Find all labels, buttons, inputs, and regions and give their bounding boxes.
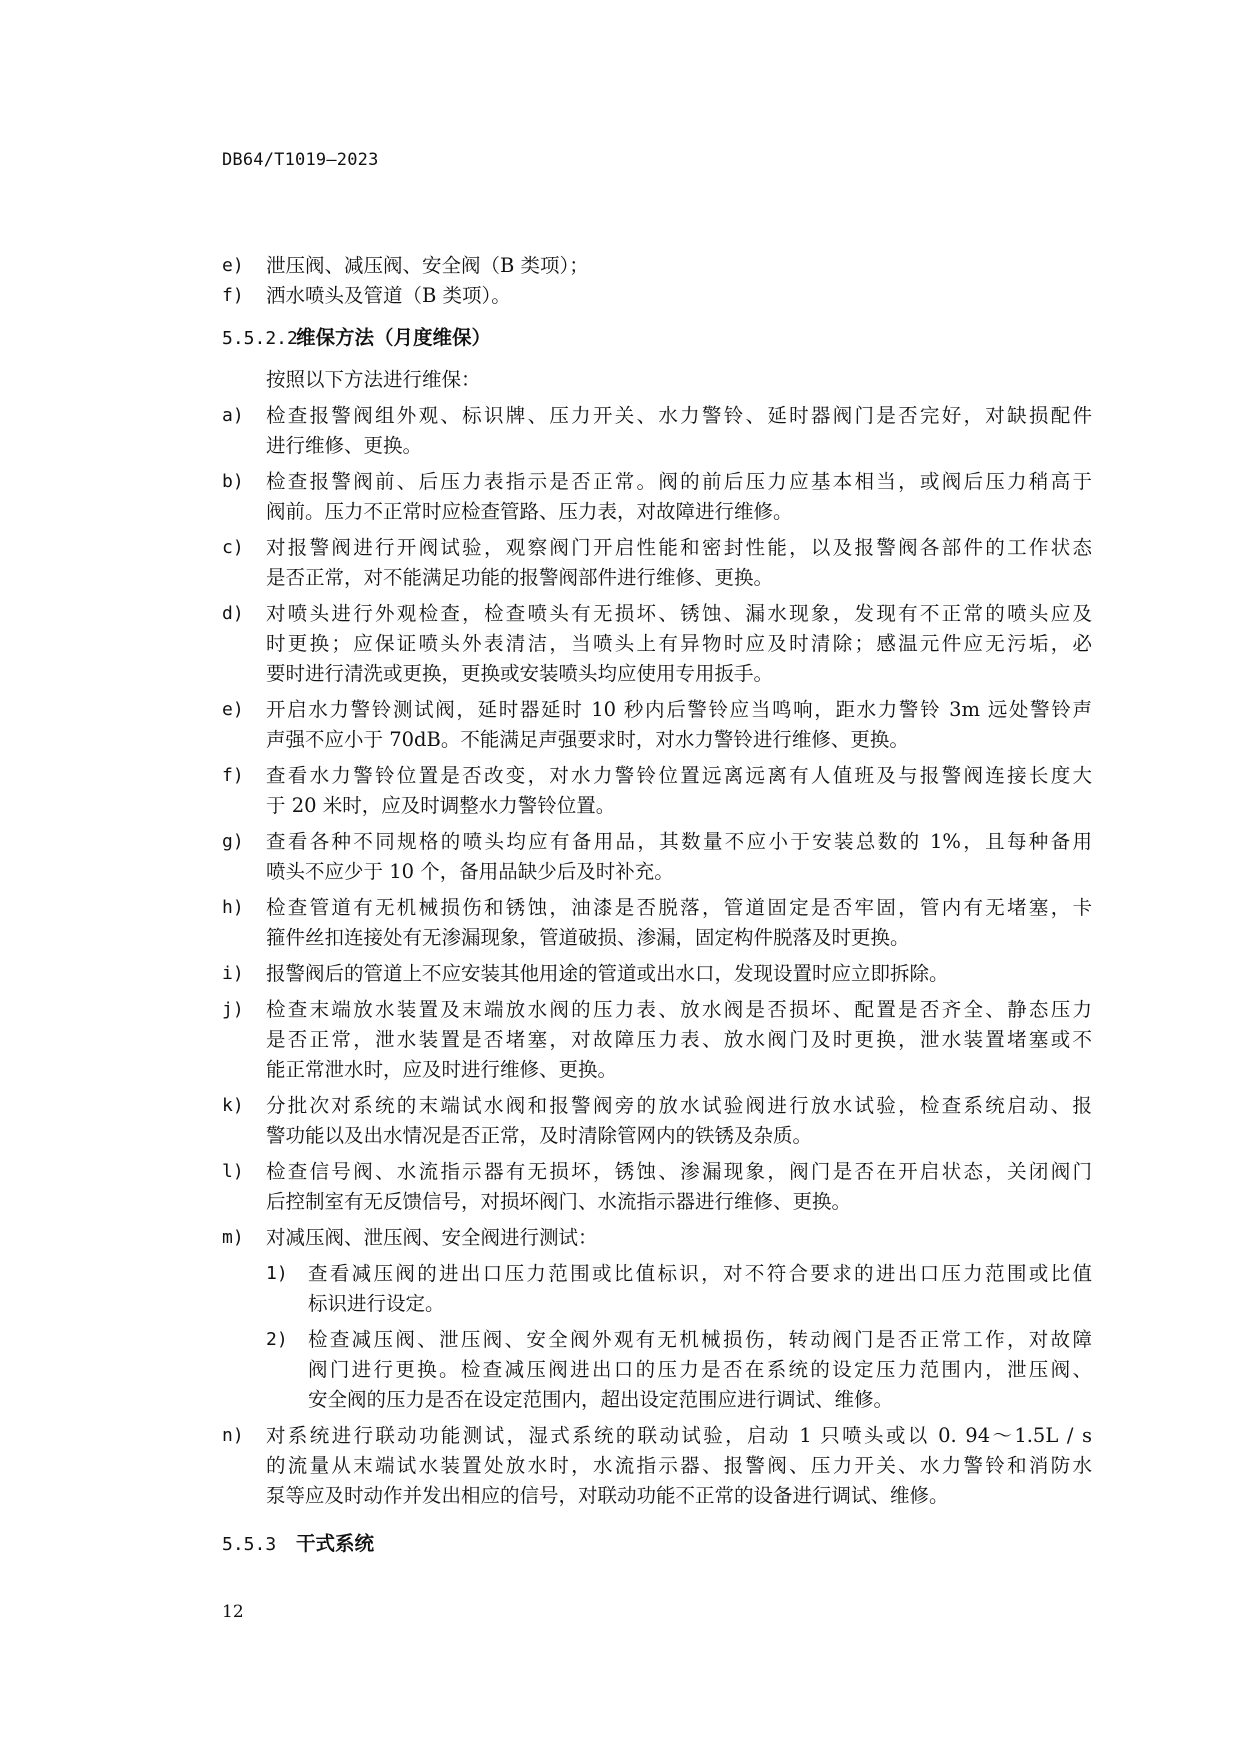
list-item: [222, 401, 1092, 461]
list-item-text: 洒水喷头及管道（B 类项）。: [266, 284, 511, 307]
list-item-line: 能正常泄水时，应及时进行维修、更换。: [266, 1058, 618, 1081]
list-item-line: 对系统进行联动功能测试，湿式系统的联动试验，启动 1 只喷头或以 0. 94～1.5L / s: [266, 1424, 1092, 1447]
list-marker: j): [222, 999, 244, 1020]
list-item: [222, 959, 1092, 989]
list-item-line: 警功能以及出水情况是否正常，及时清除管网内的铁锈及杂质。: [266, 1124, 813, 1147]
list-marker: f): [222, 285, 244, 306]
list-item-line: 检查管道有无机械损伤和锈蚀，油漆是否脱落，管道固定是否牢固，管内有无堵塞，卡: [266, 896, 1092, 919]
list-item-line: 检查信号阀、水流指示器有无损坏，锈蚀、渗漏现象，阀门是否在开启状态，关闭阀门: [266, 1160, 1092, 1183]
list-item-line: 标识进行设定。: [308, 1292, 445, 1315]
list-item: [222, 893, 1092, 953]
sub-list-m: [222, 1259, 1092, 1421]
list-item-line: 阀门进行更换。检查减压阀进出口的压力是否在系统的设定压力范围内，泄压阀、: [308, 1358, 1092, 1381]
list-item-line: 阀前。压力不正常时应检查管路、压力表，对故障进行维修。: [266, 500, 793, 523]
list-item-line: 检查减压阀、泄压阀、安全阀外观有无机械损伤，转动阀门是否正常工作，对故障: [308, 1328, 1092, 1351]
list-marker: g): [222, 831, 244, 852]
list-marker: 2): [266, 1329, 288, 1350]
list-item-text: 泄压阀、减压阀、安全阀（B 类项）；: [266, 254, 589, 277]
list-item-line: 开启水力警铃测试阀，延时器延时 10 秒内后警铃应当鸣响，距水力警铃 3m 远处警铃声: [266, 698, 1092, 721]
list-item: [222, 1421, 1092, 1511]
maintenance-list: [222, 401, 1092, 1259]
list-item-line: 查看减压阀的进出口压力范围或比值标识，对不符合要求的进出口压力范围或比值: [308, 1262, 1092, 1285]
list-marker: e): [222, 255, 244, 276]
list-marker: d): [222, 603, 244, 624]
section-heading-5-5-3: [222, 1529, 1092, 1559]
list-marker: m): [222, 1227, 244, 1248]
list-item-line: 查看各种不同规格的喷头均应有备用品，其数量不应小于安装总数的 1%，且每种备用: [266, 830, 1092, 853]
section-number: 5.5.2.2: [222, 328, 298, 349]
list-item-line: 喷头不应少于 10 个，备用品缺少后及时补充。: [266, 860, 674, 883]
section-title: 维保方法（月度维保）: [296, 326, 492, 349]
list-item-line: 于 20 米时，应及时调整水力警铃位置。: [266, 794, 616, 817]
list-item-line: 要时进行清洗或更换，更换或安装喷头均应使用专用扳手。: [266, 662, 774, 685]
list-item: [222, 827, 1092, 887]
list-item: [266, 1259, 1092, 1319]
list-item-line: 查看水力警铃位置是否改变，对水力警铃位置远离远离有人值班及与报警阀连接长度大: [266, 764, 1092, 787]
document-code: DB64/T1019—2023: [222, 150, 379, 170]
list-item-line: 对报警阀进行开阀试验，观察阀门开启性能和密封性能，以及报警阀各部件的工作状态: [266, 536, 1092, 559]
list-item-line: 是否正常，泄水装置是否堵塞，对故障压力表、放水阀门及时更换，泄水装置堵塞或不: [266, 1028, 1092, 1051]
list-marker: b): [222, 471, 244, 492]
list-item-line: 泵等应及时动作并发出相应的信号，对联动功能不正常的设备进行调试、维修。: [266, 1484, 949, 1507]
list-marker: i): [222, 963, 244, 984]
list-item: [222, 761, 1092, 821]
list-item: [222, 599, 1092, 689]
list-marker: n): [222, 1425, 244, 1446]
page-content: [222, 251, 1092, 1559]
list-item: [222, 1223, 1092, 1253]
list-item: [222, 251, 1092, 281]
list-item-line: 是否正常，对不能满足功能的报警阀部件进行维修、更换。: [266, 566, 774, 589]
intro-paragraph: 按照以下方法进行维保：: [266, 368, 481, 391]
list-item-line: 对喷头进行外观检查，检查喷头有无损坏、锈蚀、漏水现象，发现有不正常的喷头应及: [266, 602, 1092, 625]
list-marker: k): [222, 1095, 244, 1116]
list-item: [222, 467, 1092, 527]
list-item-line: 分批次对系统的末端试水阀和报警阀旁的放水试验阀进行放水试验，检查系统启动、报: [266, 1094, 1092, 1117]
list-item-line: 声强不应小于 70dB。不能满足声强要求时，对水力警铃进行维修、更换。: [266, 728, 909, 751]
list-item-line: 检查报警阀前、后压力表指示是否正常。阀的前后压力应基本相当，或阀后压力稍高于: [266, 470, 1092, 493]
list-item-line: 报警阀后的管道上不应安装其他用途的管道或出水口，发现设置时应立即拆除。: [266, 962, 949, 985]
list-marker: a): [222, 405, 244, 426]
list-marker: e): [222, 699, 244, 720]
list-marker: l): [222, 1161, 244, 1182]
section-title: 干式系统: [296, 1532, 375, 1555]
list-marker: 1): [266, 1263, 288, 1284]
list-marker: f): [222, 765, 244, 786]
list-item-n: [222, 1421, 1092, 1517]
list-item-line: 箍件丝扣连接处有无渗漏现象，管道破损、渗漏，固定构件脱落及时更换。: [266, 926, 910, 949]
list-marker: h): [222, 897, 244, 918]
list-item: [222, 1157, 1092, 1217]
section-number: 5.5.3: [222, 1534, 277, 1555]
list-item: [266, 1325, 1092, 1415]
list-item-line: 对减压阀、泄压阀、安全阀进行测试：: [266, 1226, 598, 1249]
list-item-line: 的流量从末端试水装置处放水时，水流指示器、报警阀、压力开关、水力警铃和消防水: [266, 1454, 1092, 1477]
section-heading-5-5-2-2: [222, 323, 1092, 353]
list-item-line: 进行维修、更换。: [266, 434, 423, 457]
list-item-line: 时更换；应保证喷头外表清洁，当喷头上有异物时应及时清除；感温元件应无污垢，必: [266, 632, 1092, 655]
page-number: 12: [222, 1602, 244, 1622]
list-item-line: 检查报警阀组外观、标识牌、压力开关、水力警铃、延时器阀门是否完好，对缺损配件: [266, 404, 1092, 427]
list-item-line: 后控制室有无反馈信号，对损坏阀门、水流指示器进行维修、更换。: [266, 1190, 852, 1213]
list-item-line: 检查末端放水装置及末端放水阀的压力表、放水阀是否损坏、配置是否齐全、静态压力: [266, 998, 1092, 1021]
list-item: [222, 695, 1092, 755]
list-item: [222, 281, 1092, 311]
list-item-line: 安全阀的压力是否在设定范围内，超出设定范围应进行调试、维修。: [308, 1388, 894, 1411]
list-marker: c): [222, 537, 244, 558]
list-item: [222, 995, 1092, 1085]
list-item: [222, 533, 1092, 593]
list-item: [222, 1091, 1092, 1151]
